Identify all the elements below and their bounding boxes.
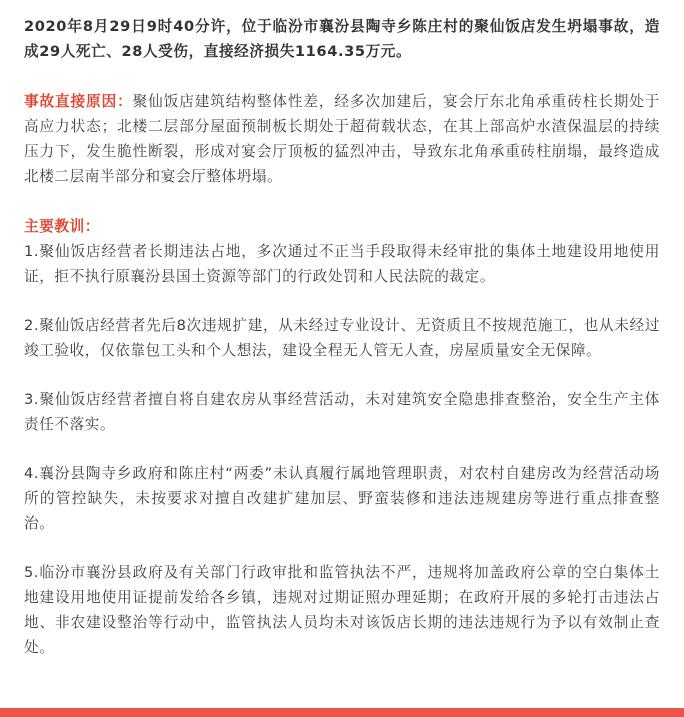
cause-paragraph [24,89,660,189]
paragraph-gap [24,437,660,461]
lesson-item-5: 5.临汾市襄汾县政府及有关部门行政审批和监管执法不严，违规将加盖政府公章的空白集体土地建设用地使用证提前发给各乡镇，违规对过期证照办理延期；在政府开展的多轮打击违法占地、非农建设整治等行动中，监管执法人员均未对该饭店长期的违法违规行为予以有效制止查处。 [24,564,660,656]
cause-text: 聚仙饭店建筑结构整体性差，经多次加建后，宴会厅东北角承重砖柱长期处于高应力状态；北楼二层部分屋面预制板长期处于超荷载状态，在其上部高炉水渣保温层的持续压力下，发生脆性断裂，形成对宴会厅顶板的猛烈冲击，导致东北角承重砖柱崩塌，最终造成北楼二层南半部分和宴会厅整体坍塌。 [24,93,660,185]
paragraph-gap [24,536,660,560]
paragraph-gap [24,64,660,89]
paragraph-gap [24,289,660,313]
lesson-item-1: 1.聚仙饭店经营者长期违法占地，多次通过不正当手段取得未经审批的集体土地建设用地使用证，拒不执行原襄汾县国土资源等部门的行政处罚和人民法院的裁定。 [24,243,660,285]
lesson-item-4: 4.襄汾县陶寺乡政府和陈庄村“两委”未认真履行属地管理职责，对农村自建房改为经营活动场所的管控缺失，未按要求对擅自改建扩建加层、野蛮装修和违法违规建房等进行重点排查整治。 [24,465,660,532]
lesson-item-2: 2.聚仙饭店经营者先后8次违规扩建，从未经过专业设计、无资质且不按规范施工，也从未经过竣工验收，仅依靠包工头和个人想法，建设全程无人管无人查，房屋质量安全无保障。 [24,317,660,359]
bottom-accent-bar [0,708,684,717]
lessons-heading: 主要教训： [24,218,100,235]
paragraph-gap [24,363,660,387]
intro-paragraph: 2020年8月29日9时40分许，位于临汾市襄汾县陶寺乡陈庄村的聚仙饭店发生坍塌事故，造成29人死亡、28人受伤，直接经济损失1164.35万元。 [24,18,660,60]
cause-label: 事故直接原因： [24,93,133,110]
lesson-item-3: 3.聚仙饭店经营者擅自将自建农房从事经营活动，未对建筑安全隐患排查整治，安全生产主体责任不落实。 [24,391,660,433]
article-body [24,14,660,660]
paragraph-gap [24,189,660,214]
